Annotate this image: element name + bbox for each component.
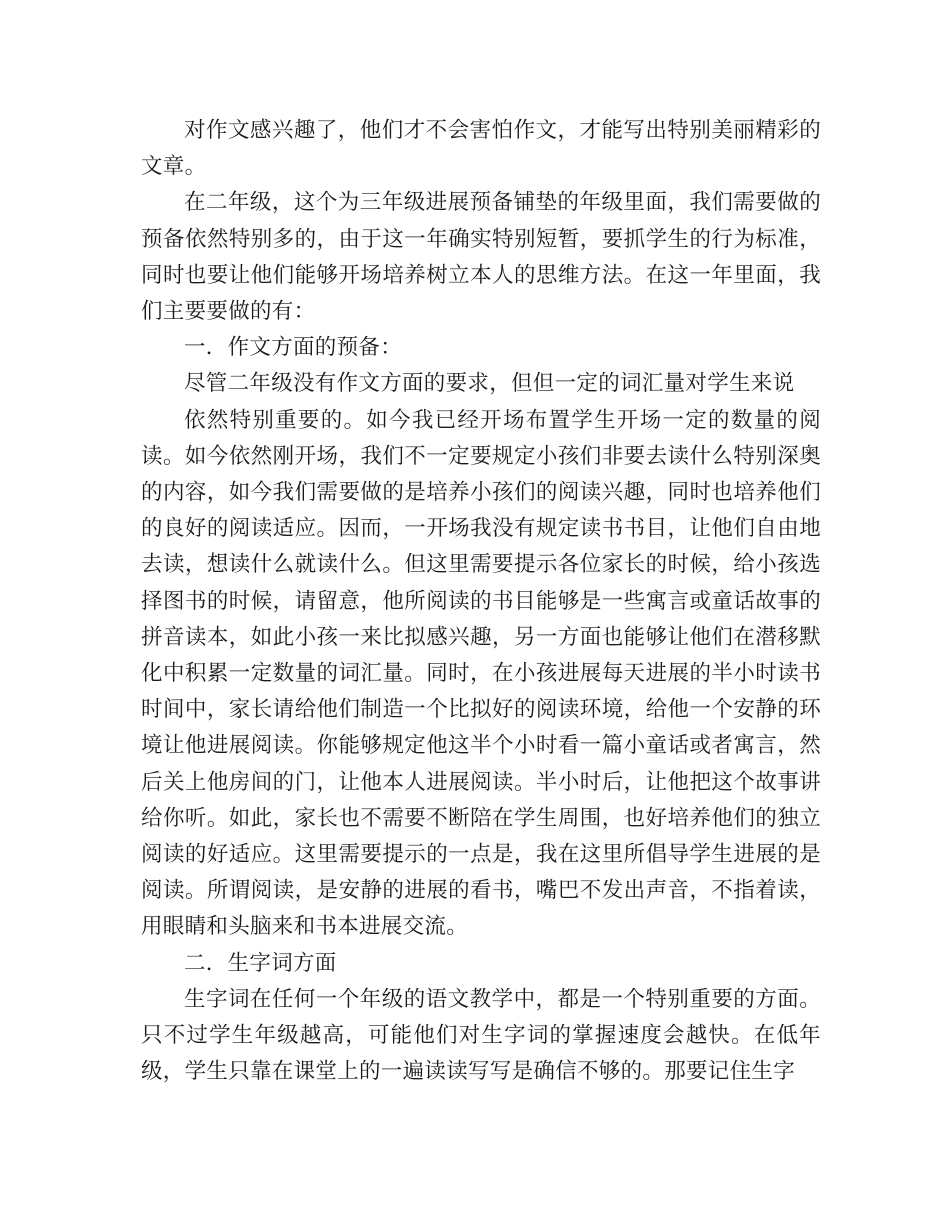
paragraph-5: 生字词在任何一个年级的语文教学中，都是一个特别重要的方面。只不过学生年级越高，可能他们对生字词的掌握速度会越快。在低年级，学生只靠在课堂上的一遍读读写写是确信不够的。那要记住生字 <box>141 986 821 1085</box>
paragraph-4: 依然特别重要的。如今我已经开场布置学生开场一定的数量的阅读。如今依然刚开场，我们不一定要规定小孩们非要去读什么特别深奥的内容，如今我们需要做的是培养小孩们的阅读兴趣，同时也培养他们的良好的阅读适应。因而，一开场我没有规定读书书目，让他们自由地去读，想读什么就读什么。但这里需要提示各位家长的时候，给小孩选择图书的时候，请留意，他所阅读的书目能够是一些寓言或童话故事的拼音读本，如此小孩一来比拟感兴趣，另一方面也能够让他们在潜移默化中积累一定数量的词汇量。同时，在小孩进展每天进展的半小时读书时间中，家长请给他们制造一个比拟好的阅读环境，给他一个安静的环境让他进展阅读。你能够规定他这半个小时看一篇小童话或者寓言，然后关上他房间的门，让他本人进展阅读。半小时后，让他把这个故事讲给你听。如此，家长也不需要不断陪在学生周围，也好培养他们的独立阅读的好适应。这里需要提示的一点是，我在这里所倡导学生进展的是阅读。所谓阅读，是安静的进展的看书，嘴巴不发出声音，不指着读，用眼睛和头脑来和书本进展交流。 <box>141 407 821 940</box>
paragraph-1: 对作文感兴趣了，他们才不会害怕作文，才能写出特别美丽精彩的文章。 <box>141 118 821 180</box>
paragraph-3: 尽管二年级没有作文方面的要求，但但一定的词汇量对学生来说 <box>184 371 795 397</box>
paragraph-2: 在二年级，这个为三年级进展预备铺垫的年级里面，我们需要做的预备依然特别多的，由于这一年确实特别短暂，要抓学生的行为标准，同时也要让他们能够开场培养树立本人的思维方法。在这一年里面，我们主要要做的有： <box>141 190 821 325</box>
document-body <box>141 113 821 1090</box>
section-heading-composition: 一．作文方面的预备： <box>184 335 403 361</box>
section-heading-vocabulary: 二．生字词方面 <box>184 950 337 976</box>
